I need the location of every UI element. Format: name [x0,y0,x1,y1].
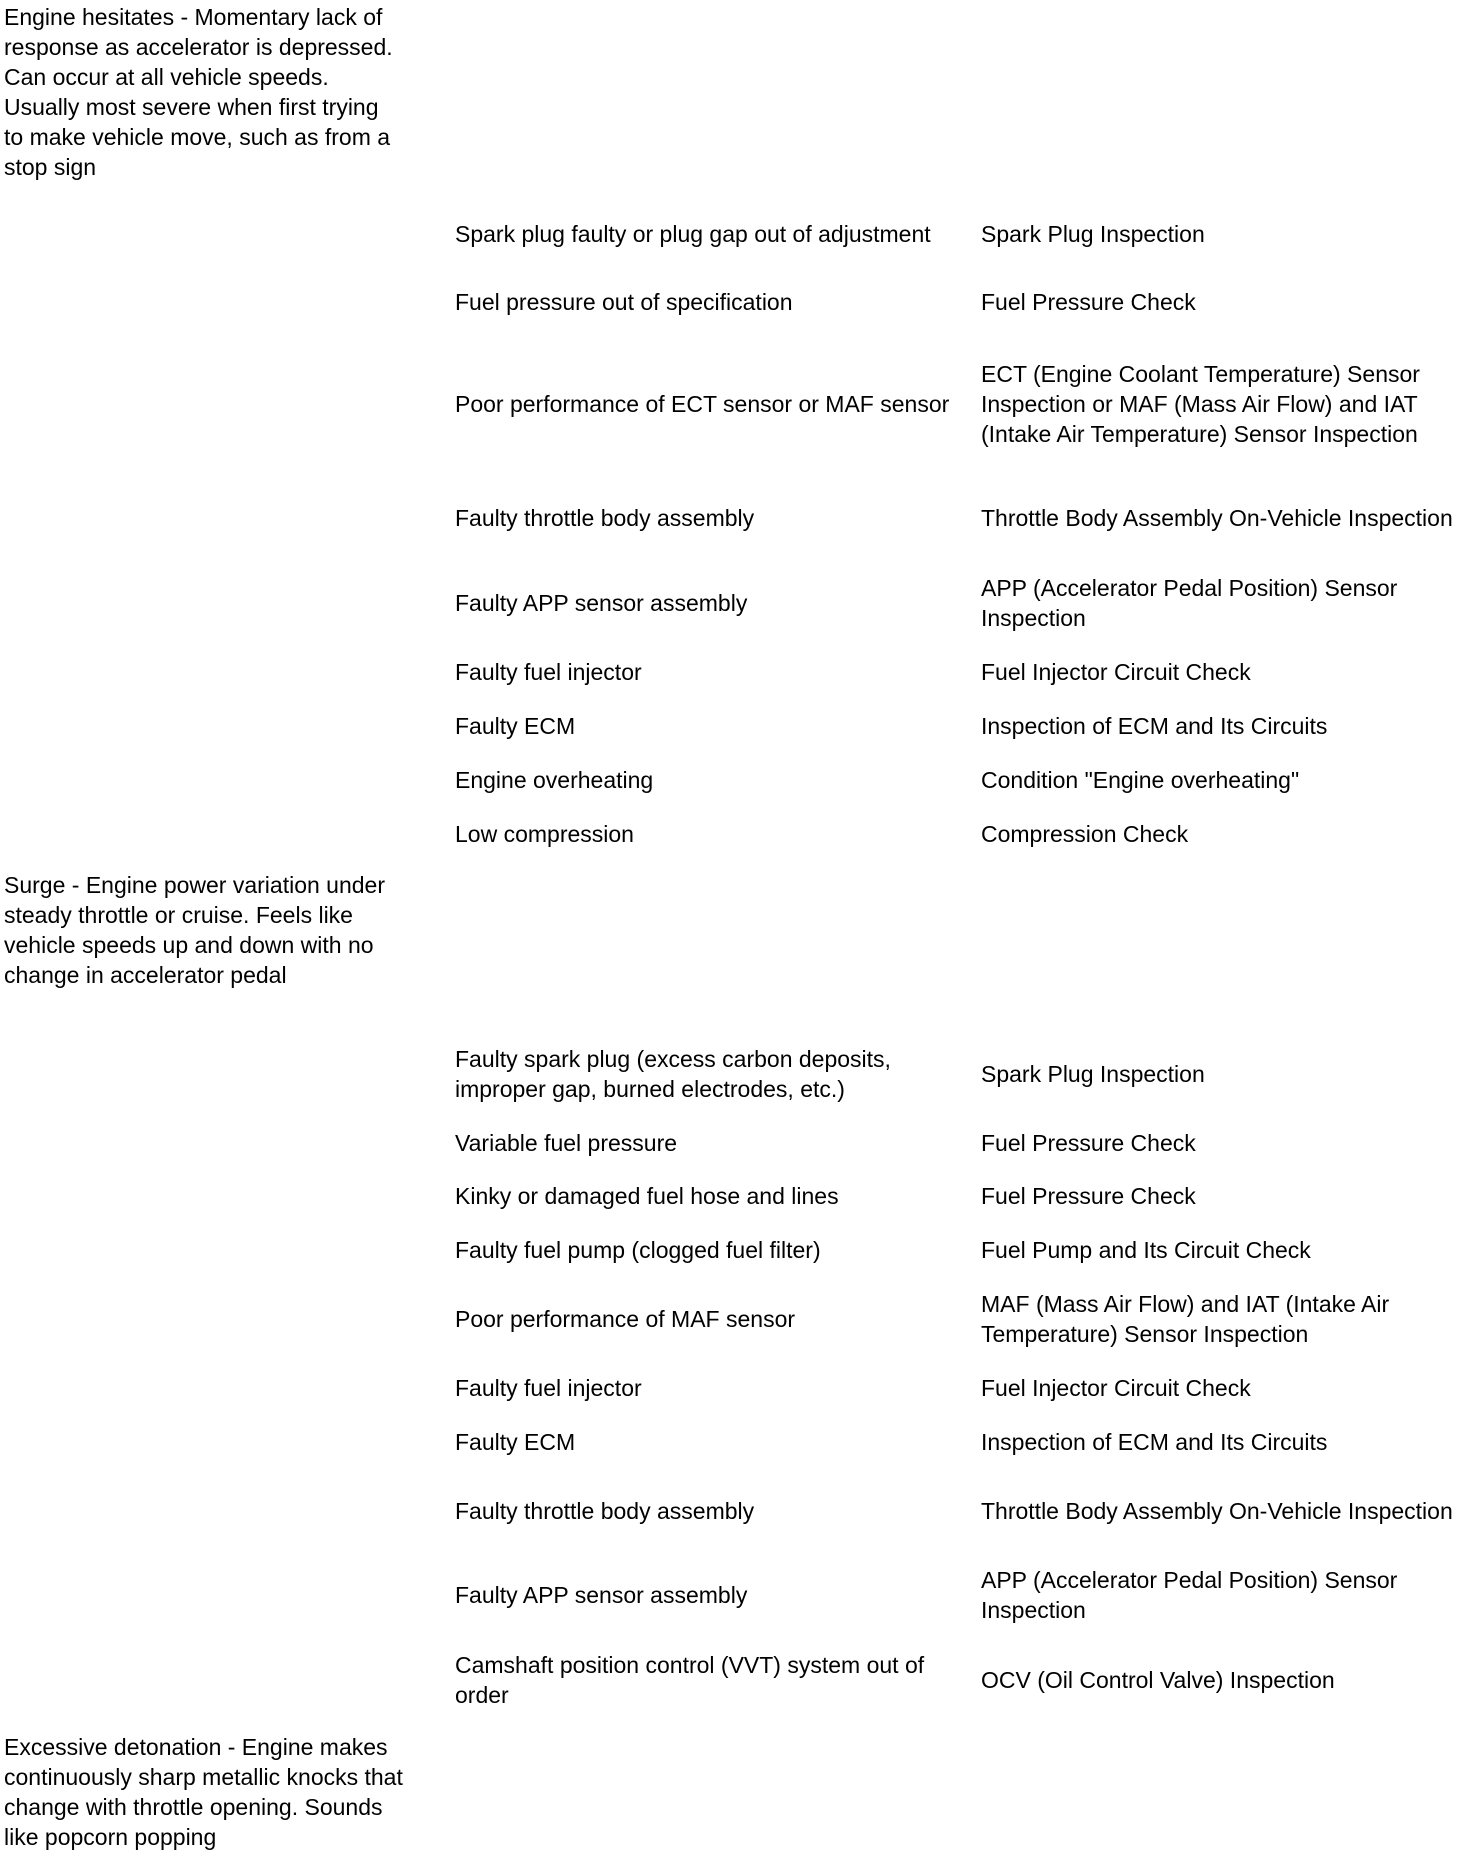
table-row [0,1649,1472,1711]
action-cell [981,572,1472,634]
cause-text: Fuel pressure out of specification [455,289,793,315]
cause-cell [455,1127,965,1159]
symptom-surge: Surge - Engine power variation under steady throttle or cruise. Feels like vehicle speeds up and down with no change in accelerator pedal [4,872,386,988]
cause-text: Faulty fuel pump (clogged fuel filter) [455,1237,821,1263]
table-row [0,1288,1472,1350]
action-cell [981,1234,1472,1266]
cause-text: Engine overheating [455,767,654,793]
cause-text: Faulty throttle body assembly [455,1498,755,1524]
action-cell [981,1043,1472,1105]
table-row [0,1564,1472,1626]
table-row [0,342,1472,466]
cause-cell [455,764,965,796]
action-text: Condition "Engine overheating" [981,767,1300,793]
table-row [0,710,1472,742]
action-text: Inspection of ECM and Its Circuits [981,1429,1328,1455]
cause-cell [455,572,965,634]
action-cell [981,710,1472,742]
action-text: Fuel Injector Circuit Check [981,659,1251,685]
cause-cell [455,656,965,688]
action-text: ECT (Engine Coolant Temperature) Sensor Inspection or MAF (Mass Air Flow) and IAT (Intake Air Temperature) Sensor Inspection [981,361,1420,447]
action-text: Fuel Pump and Its Circuit Check [981,1237,1311,1263]
cause-cell [455,1564,965,1626]
action-cell [981,1480,1472,1542]
cause-cell [455,1043,965,1105]
table-row [0,1426,1472,1458]
table-row [0,764,1472,796]
action-text: OCV (Oil Control Valve) Inspection [981,1667,1335,1693]
cause-text: Faulty fuel injector [455,1375,642,1401]
cause-text: Variable fuel pressure [455,1130,678,1156]
action-text: Fuel Injector Circuit Check [981,1375,1251,1401]
cause-cell [455,1234,965,1266]
action-text: Throttle Body Assembly On-Vehicle Inspection [981,505,1453,531]
table-row [0,286,1472,318]
action-cell [981,487,1472,549]
symptom-excessive-detonation: Excessive detonation - Engine makes continuously sharp metallic knocks that change with throttle opening. Sounds like popcorn popping [4,1734,403,1850]
cause-text: Faulty APP sensor assembly [455,1582,748,1608]
action-text: Compression Check [981,821,1189,847]
cause-text: Poor performance of MAF sensor [455,1306,796,1332]
action-text: APP (Accelerator Pedal Position) Sensor Inspection [981,575,1398,631]
cause-cell [455,286,965,318]
action-cell [981,764,1472,796]
cause-text: Faulty throttle body assembly [455,505,755,531]
cause-cell [455,1288,965,1350]
action-text: Throttle Body Assembly On-Vehicle Inspection [981,1498,1453,1524]
action-cell [981,203,1472,265]
table-row [0,1372,1472,1404]
cause-text: Poor performance of ECT sensor or MAF sensor [455,391,950,417]
action-text: APP (Accelerator Pedal Position) Sensor Inspection [981,1567,1398,1623]
action-cell [981,342,1472,466]
cause-text: Spark plug faulty or plug gap out of adjustment [455,221,931,247]
cause-cell [455,342,965,466]
table-row [0,1127,1472,1159]
table-row [0,572,1472,634]
action-text: Spark Plug Inspection [981,1061,1205,1087]
action-text: Fuel Pressure Check [981,1183,1196,1209]
action-cell [981,1649,1472,1711]
cause-cell [455,818,965,850]
action-text: MAF (Mass Air Flow) and IAT (Intake Air Temperature) Sensor Inspection [981,1291,1390,1347]
action-cell [981,286,1472,318]
table-row [0,818,1472,850]
table-row [0,203,1472,265]
cause-text: Kinky or damaged fuel hose and lines [455,1183,839,1209]
action-cell [981,1288,1472,1350]
cause-cell [455,1480,965,1542]
action-text: Inspection of ECM and Its Circuits [981,713,1328,739]
action-cell [981,818,1472,850]
action-cell [981,1564,1472,1626]
action-cell [981,1426,1472,1458]
cause-cell [455,1649,965,1711]
cause-cell [455,203,965,265]
cause-text: Faulty spark plug (excess carbon deposits, improper gap, burned electrodes, etc.) [455,1046,891,1102]
table-row [0,487,1472,549]
cause-text: Camshaft position control (VVT) system out of order [455,1652,925,1708]
action-cell [981,656,1472,688]
table-row [0,656,1472,688]
action-text: Spark Plug Inspection [981,221,1205,247]
action-text: Fuel Pressure Check [981,289,1196,315]
cause-text: Faulty fuel injector [455,659,642,685]
table-row [0,1234,1472,1266]
cause-text: Faulty ECM [455,713,576,739]
action-cell [981,1372,1472,1404]
table-row [0,1480,1472,1542]
cause-cell [455,1426,965,1458]
cause-cell [455,1180,965,1212]
action-cell [981,1180,1472,1212]
action-cell [981,1127,1472,1159]
cause-cell [455,487,965,549]
cause-text: Faulty APP sensor assembly [455,590,748,616]
action-text: Fuel Pressure Check [981,1130,1196,1156]
cause-cell [455,1372,965,1404]
table-row [0,1180,1472,1212]
cause-cell [455,710,965,742]
cause-text: Faulty ECM [455,1429,576,1455]
cause-text: Low compression [455,821,634,847]
table-row [0,1043,1472,1105]
symptom-engine-hesitates: Engine hesitates - Momentary lack of response as accelerator is depressed. Can occur at all vehicle speeds. Usually most severe when first trying to make vehicle move, such as from a stop sign [4,4,393,180]
